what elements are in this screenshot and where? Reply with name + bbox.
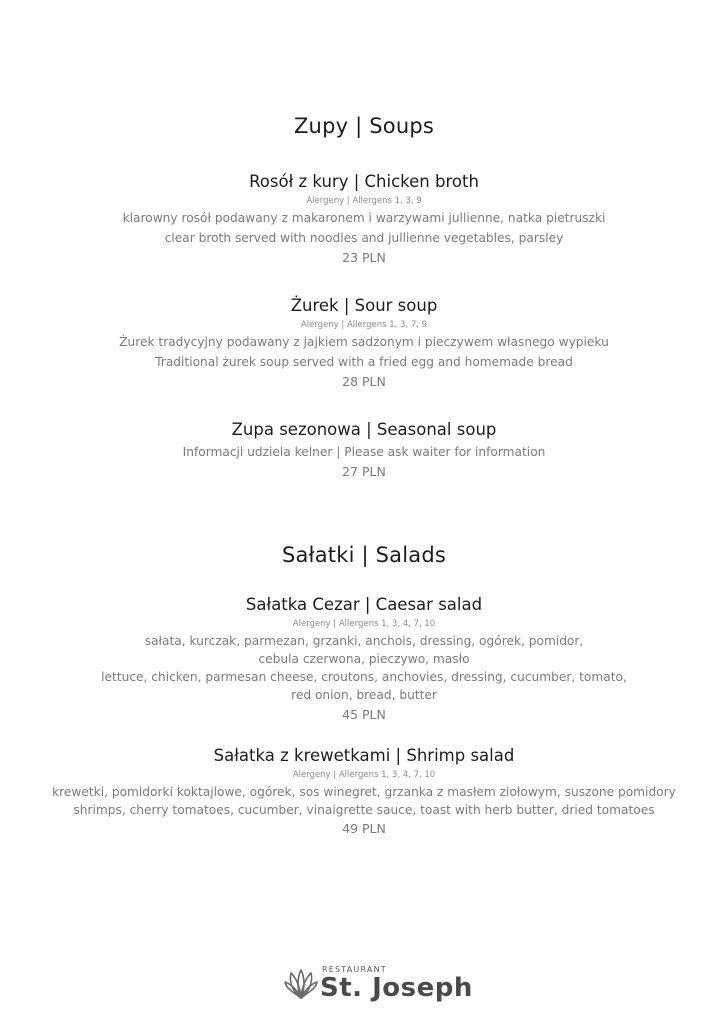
item-name-sour-soup: Żurek | Sour soup <box>290 296 438 315</box>
restaurant-logo <box>284 963 474 1007</box>
item-allergens-caesar-salad: Alergeny | Allergens 1, 3, 4, 7, 10 <box>292 619 436 629</box>
item-allergens-chicken-broth: Alergeny | Allergens 1, 3, 9 <box>306 196 422 206</box>
section-title-soups: Zupy | Soups <box>293 114 435 138</box>
item-desc-en-sour-soup: Traditional żurek soup served with a fried egg and homemade bread <box>155 355 573 369</box>
item-desc-pl-sour-soup: Żurek tradycyjny podawany z jajkiem sadzonym i pieczywem własnego wypieku <box>119 335 609 349</box>
logo-small-text: RESTAURANT <box>322 965 387 974</box>
item-desc-en-chicken-broth: clear broth served with noodles and jullienne vegetables, parsley <box>164 231 564 245</box>
item-desc-pl-shrimp-salad: krewetki, pomidorki koktajlowe, ogórek, sos winegret, grzanka z masłem ziołowym, suszone pomidory <box>52 785 676 799</box>
item-price-chicken-broth: 23 PLN <box>342 250 386 265</box>
item-desc-en-caesar-salad-line2: red onion, bread, butter <box>291 688 437 702</box>
item-desc-en-caesar-salad-line1: lettuce, chicken, parmesan cheese, croutons, anchovies, dressing, cucumber, tomato, <box>101 670 627 684</box>
item-price-shrimp-salad: 49 PLN <box>342 821 386 836</box>
item-desc-en-shrimp-salad: shrimps, cherry tomatoes, cucumber, vinaigrette sauce, toast with herb butter, dried tomatoes <box>73 803 655 817</box>
item-name-shrimp-salad: Sałatka z krewetkami | Shrimp salad <box>213 746 515 765</box>
item-name-caesar-salad: Sałatka Cezar | Caesar salad <box>245 595 483 614</box>
item-allergens-shrimp-salad: Alergeny | Allergens 1, 3, 4, 7, 10 <box>292 770 436 780</box>
item-desc-seasonal-soup: Informacji udziela kelner | Please ask waiter for information <box>182 445 546 459</box>
item-price-sour-soup: 28 PLN <box>342 374 386 389</box>
item-desc-pl-caesar-salad-line1: sałata, kurczak, parmezan, grzanki, anchois, dressing, ogórek, pomidor, <box>144 634 584 648</box>
item-name-chicken-broth: Rosół z kury | Chicken broth <box>249 172 479 191</box>
item-price-caesar-salad: 45 PLN <box>342 707 386 722</box>
item-desc-pl-chicken-broth: klarowny rosół podawany z makaronem i warzywami jullienne, natka pietruszki <box>122 211 606 225</box>
item-desc-pl-caesar-salad-line2: cebula czerwona, pieczywo, masło <box>258 652 470 666</box>
logo-name-text: St. Joseph <box>320 973 473 1003</box>
item-allergens-sour-soup: Alergeny | Allergens 1, 3, 7, 9 <box>300 320 428 330</box>
item-price-seasonal-soup: 27 PLN <box>342 464 386 479</box>
lotus-leaf-icon <box>284 967 318 1001</box>
item-name-seasonal-soup: Zupa sezonowa | Seasonal soup <box>231 420 497 439</box>
section-title-salads: Sałatki | Salads <box>281 543 447 567</box>
